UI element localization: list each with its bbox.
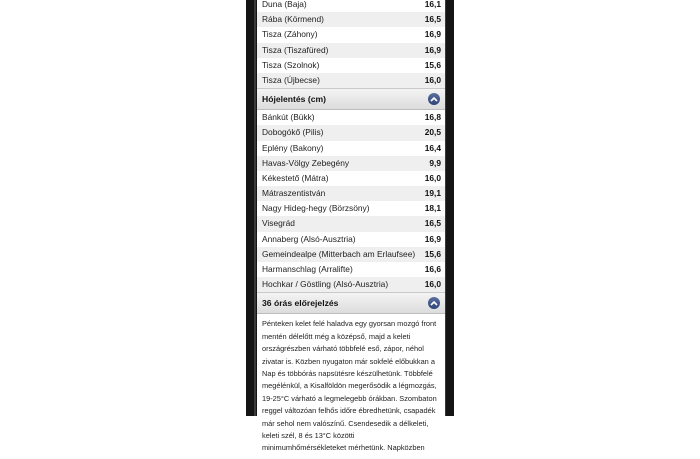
item-name: Tisza (Újbecse)	[262, 74, 320, 85]
list-item	[257, 171, 445, 186]
item-name: Eplény (Bakony)	[262, 142, 324, 153]
list-item	[257, 232, 445, 247]
list-item	[257, 216, 445, 231]
item-value: 20,5	[424, 127, 441, 138]
list-item	[257, 110, 445, 125]
item-name: Havas-Völgy Zebegény	[262, 157, 350, 168]
chevron-up-icon[interactable]	[428, 93, 440, 105]
phone-screen	[257, 0, 445, 453]
item-value: 16,1	[424, 0, 441, 9]
item-value: 16,8	[424, 112, 441, 123]
item-name: Visegrád	[262, 218, 295, 229]
list-item	[257, 186, 445, 201]
item-value: 16,9	[424, 233, 441, 244]
item-value: 16,6	[424, 264, 441, 274]
item-value: 16,0	[424, 172, 441, 183]
forecast-header[interactable]	[257, 292, 445, 314]
item-value: 16,9	[424, 44, 441, 55]
item-value: 19,1	[424, 188, 441, 199]
item-name: Dobogókő (Pilis)	[262, 127, 324, 138]
list-item	[257, 277, 445, 292]
chevron-up-icon[interactable]	[428, 297, 440, 309]
list-item	[257, 201, 445, 216]
list-item	[257, 262, 445, 277]
item-name: Hochkar / Göstling (Alsó-Ausztria)	[262, 279, 389, 290]
item-value: 16,9	[424, 29, 441, 40]
snow-report-header[interactable]	[257, 88, 445, 110]
item-name: Gemeindealpe (Mitterbach am Erlaufsee)	[262, 248, 416, 259]
snow-report-list	[257, 110, 445, 292]
forecast-text: Pénteken kelet felé haladva egy gyorsan mozgó front mentén délelőtt még a középső, majd a keleti országrészben várható többfelé eső, zápor, néhol zivatar is. Közben nyugaton már sokfelé előbukkan a Nap és többórás napsütésre készülhetünk. Többfelé megélénkül, a Kisalföldön megerősödik a légmozgás, 19-25°C várható a legmelegebb órákban. Szombaton reggel változóan felhős időre ébredhetünk, csapadék már sehol nem valószínű. Csendesedik a délkeleti, keleti szél, 8 és 13°C közötti minimumhőmérsékleteket mérhetünk. Napközben	[257, 314, 445, 458]
item-value: 16,5	[424, 218, 441, 229]
item-value: 16,0	[424, 74, 441, 85]
item-value: 18,1	[424, 203, 441, 214]
item-value: 9,9	[429, 157, 441, 168]
item-value: 16,4	[424, 142, 441, 153]
item-name: Rába (Körmend)	[262, 14, 324, 25]
list-item	[257, 125, 445, 140]
river-list	[257, 0, 445, 88]
list-item	[257, 27, 445, 42]
item-name: Kékestető (Mátra)	[262, 172, 329, 183]
item-name: Tisza (Szolnok)	[262, 59, 320, 70]
item-name: Mátraszentistván	[262, 188, 326, 199]
list-item	[257, 156, 445, 171]
item-value: 15,6	[424, 248, 441, 259]
item-name: Bánkút (Bükk)	[262, 112, 315, 123]
section-title: 36 órás előrejelzés	[262, 298, 339, 309]
item-value: 15,6	[424, 59, 441, 70]
section-title: Hójelentés (cm)	[262, 94, 326, 105]
item-value: 16,0	[424, 279, 441, 290]
list-item	[257, 0, 445, 12]
item-name: Harmanschlag (Arralifte)	[262, 264, 353, 274]
item-name: Annaberg (Alsó-Ausztria)	[262, 233, 356, 244]
list-item	[257, 247, 445, 262]
item-name: Nagy Hideg-hegy (Börzsöny)	[262, 203, 370, 214]
item-name: Duna (Baja)	[262, 0, 307, 9]
list-item	[257, 12, 445, 27]
list-item	[257, 73, 445, 88]
item-value: 16,5	[424, 14, 441, 25]
list-item	[257, 43, 445, 58]
item-name: Tisza (Záhony)	[262, 29, 318, 40]
list-item	[257, 58, 445, 73]
list-item	[257, 141, 445, 156]
item-name: Tisza (Tiszafüred)	[262, 44, 329, 55]
